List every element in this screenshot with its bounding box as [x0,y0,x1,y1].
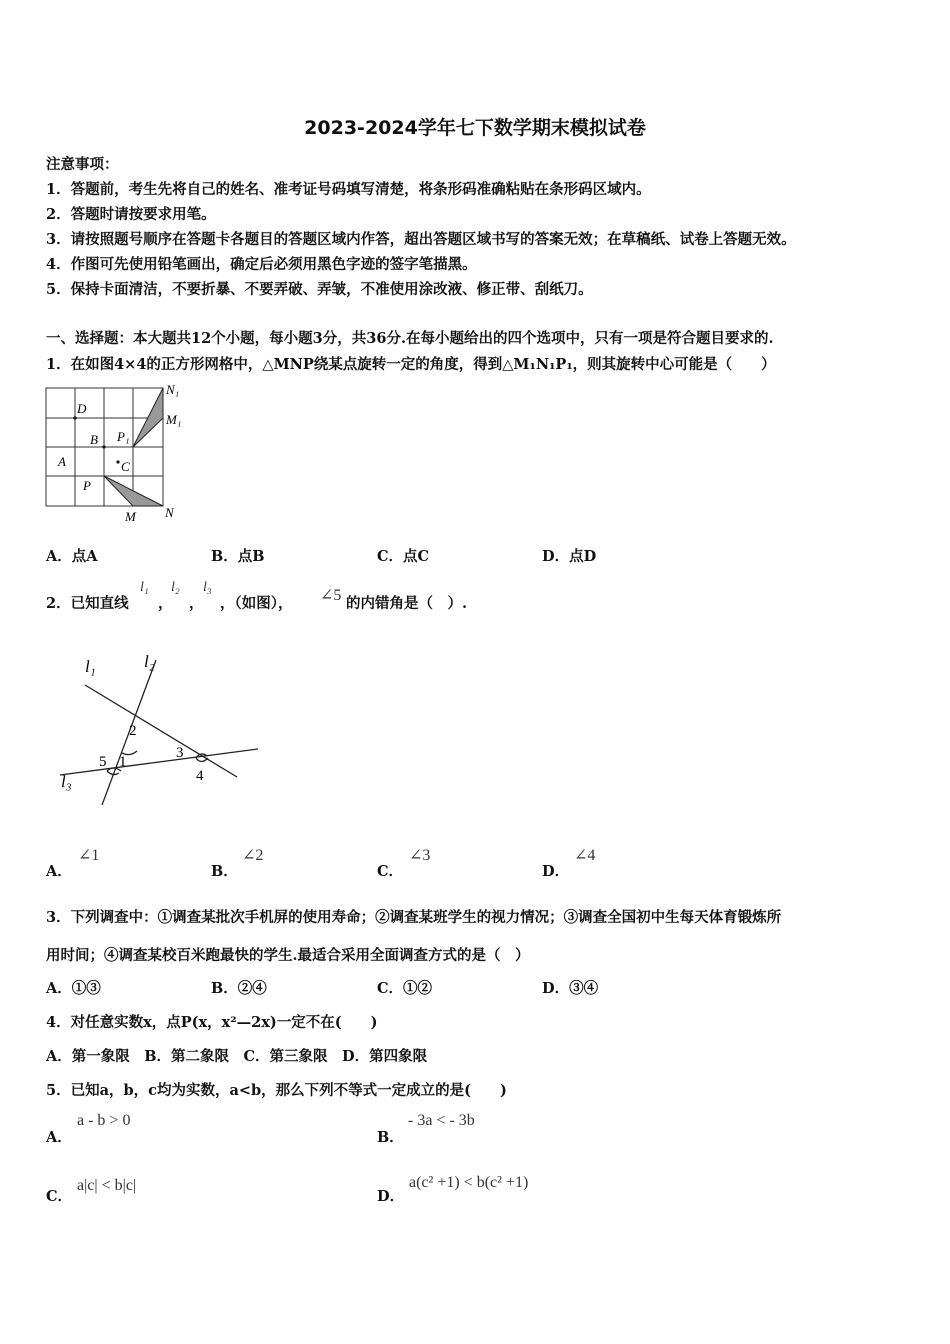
q2-l2: l₂ [171,580,180,595]
q2-option-b-label[interactable]: B． [211,863,238,880]
label-angle-1: 1 [119,754,127,770]
q1-stem: 1．在如图4×4的正方形网格中，△MNP绕某点旋转一定的角度，得到△M₁N₁P₁，则其旋转中心可能是（ ） [46,356,776,373]
notice-item-1: 1．答题前，考生先将自己的姓名、准考证号码填写清楚，将条形码准确粘贴在条形码区域内。 [46,181,651,198]
q2-option-c-value: ∠3 [409,847,431,864]
q2-stem-post: 的内错角是（ ）. [346,595,468,612]
q4-stem: 4．对任意实数x，点P(x，x²—2x)一定不在( ) [46,1014,378,1031]
q3-stem-line-1: 3．下列调查中：①调查某批次手机屏的使用寿命；②调查某班学生的视力情况；③调查全国初中生每天体育锻炼所 [46,909,782,926]
label-angle-5: 5 [99,754,107,770]
label-angle-4: 4 [196,768,204,784]
q2-option-b-value: ∠2 [242,847,264,864]
q5-option-b-label[interactable]: B． [377,1129,404,1146]
q3-option-c[interactable]: C．①② [377,980,433,997]
notice-item-4: 4．作图可先使用铅笔画出，确定后必须用黑色字迹的签字笔描黑。 [46,256,477,273]
label-P1: P₁ [117,429,130,444]
q2-option-a-value: ∠1 [78,847,100,864]
label-D: D [77,401,87,416]
q4-options[interactable]: A．第一象限 B．第二象限 C．第三象限 D．第四象限 [46,1048,428,1065]
q1-option-a[interactable]: A．点A [46,548,98,565]
label-M1: M₁ [166,412,182,427]
label-M: M [125,509,136,524]
q1-option-c[interactable]: C．点C [377,548,430,565]
q2-option-d-value: ∠4 [574,847,596,864]
q5-option-b-value: - 3a < - 3b [408,1112,475,1129]
q5-option-d-value: a(c² +1) < b(c² +1) [409,1174,529,1191]
q1-grid-figure [40,378,200,528]
q2-sep-1: ， [158,595,173,612]
q2-option-c-label[interactable]: C． [377,863,404,880]
q1-option-d[interactable]: D．点D [542,548,597,565]
section-heading: 一、选择题：本大题共12个小题，每小题3分，共36分.在每小题给出的四个选项中，只有一项是符合题目要求的. [46,330,774,347]
label-angle-2: 2 [129,723,137,739]
notice-item-2: 2．答题时请按要求用笔。 [46,206,216,223]
q5-option-c-value: a|c| < b|c| [77,1177,137,1194]
q5-option-a-label[interactable]: A． [46,1129,72,1146]
q3-option-d[interactable]: D．③④ [542,980,599,997]
page-title: 2023-2024学年七下数学期末模拟试卷 [304,117,646,139]
label-B: B [90,432,98,447]
q2-option-a-label[interactable]: A． [46,863,72,880]
q3-option-b[interactable]: B．②④ [211,980,267,997]
label-N: N [165,505,174,520]
notice-heading: 注意事项： [46,156,119,173]
label-l1: l₁ [85,657,96,676]
q3-stem-line-2: 用时间；④调查某校百米跑最快的学生.最适合采用全面调查方式的是（ ） [46,947,530,964]
label-l3: l₃ [61,772,72,791]
q2-l3: l₃ [203,580,212,595]
label-angle-3: 3 [176,745,184,761]
q5-stem: 5．已知a，b，c均为实数，a<b，那么下列不等式一定成立的是( ) [46,1082,507,1099]
label-l2: l₂ [144,652,155,671]
q2-sep-2: ， [189,595,204,612]
q3-option-a[interactable]: A．①③ [46,980,101,997]
notice-item-3: 3．请按照题号顺序在答题卡各题目的答题区域内作答，超出答题区域书写的答案无效；在草稿纸、试卷上答题无效。 [46,231,796,248]
q5-option-a-value: a - b > 0 [77,1112,131,1129]
q2-stem-pre: 2．已知直线 [46,595,129,612]
notice-item-5: 5．保持卡面清洁，不要折暴、不要弄破、弄皱，不准使用涂改液、修正带、刮纸刀。 [46,281,593,298]
label-A: A [58,454,66,469]
q2-stem-mid: ，（如图）， [220,595,293,612]
q2-option-d-label[interactable]: D． [542,863,570,880]
q2-l1: l₁ [140,580,149,595]
label-C: C [121,459,130,474]
label-N1: N₁ [166,382,180,397]
q5-option-c-label[interactable]: C． [46,1188,73,1205]
q2-lines-figure [55,645,270,810]
q2-angle5: ∠5 [320,587,342,604]
q1-option-b[interactable]: B．点B [211,548,265,565]
q5-option-d-label[interactable]: D． [377,1188,405,1205]
label-P: P [83,478,91,493]
